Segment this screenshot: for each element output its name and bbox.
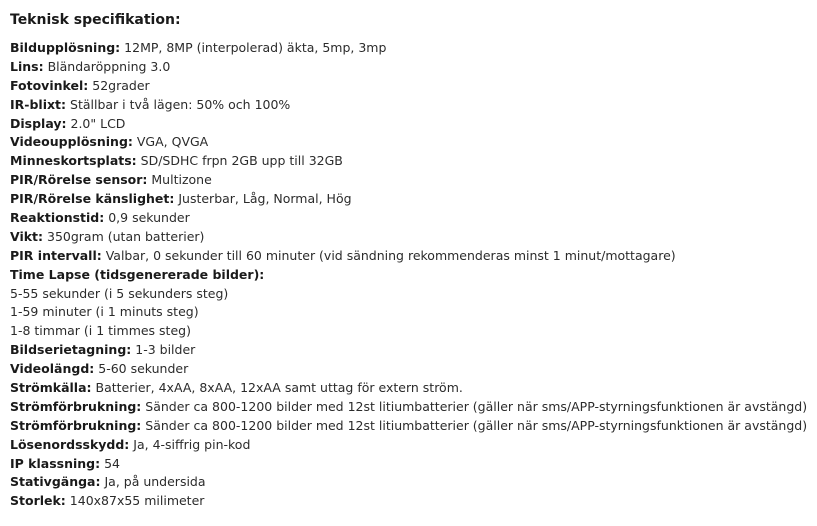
spec-row-reaktionstid xyxy=(10,209,807,228)
spec-label: Strömförbrukning: xyxy=(10,398,142,414)
spec-label: Storlek: xyxy=(10,493,66,509)
spec-row-time-lapse-hours xyxy=(10,322,807,341)
spec-label: PIR intervall: xyxy=(10,247,102,263)
spec-row-time-lapse xyxy=(10,266,807,285)
spec-label: Strömförbrukning: xyxy=(10,417,142,433)
spec-label: Minneskortsplats: xyxy=(10,153,137,169)
spec-value: 5-55 sekunder (i 5 sekunders steg) xyxy=(10,285,229,301)
spec-page xyxy=(10,0,810,509)
spec-label: Bildserietagning: xyxy=(10,342,132,358)
spec-label: Lins: xyxy=(10,58,44,74)
spec-label: Fotovinkel: xyxy=(10,77,89,93)
spec-row-pir-sensor xyxy=(10,171,807,190)
spec-value: 1-3 bilder xyxy=(131,342,196,358)
spec-label: Bildupplösning: xyxy=(10,40,121,55)
spec-label: Videolängd: xyxy=(10,361,95,377)
spec-value: Sänder ca 800-1200 bilder med 12st litiumbatterier (gäller när sms/APP-styrningsfunktionen är avstängd) xyxy=(141,398,808,414)
spec-row-minneskortsplats xyxy=(10,152,807,171)
spec-value: Ja, på undersida xyxy=(100,474,206,490)
spec-row-lins xyxy=(10,58,807,77)
spec-value: 54 xyxy=(100,455,120,471)
spec-label: Display: xyxy=(10,115,67,131)
spec-row-stromforbrukning-1 xyxy=(10,398,807,417)
spec-label: Strömkälla: xyxy=(10,380,92,396)
spec-value: Sänder ca 800-1200 bilder med 12st litiumbatterier (gäller när sms/APP-styrningsfunktionen är avstängd) xyxy=(141,417,808,433)
spec-row-videolangd xyxy=(10,360,807,379)
spec-row-pir-intervall xyxy=(10,247,807,266)
spec-row-ir-blixt xyxy=(10,96,807,115)
spec-row-bildupplosning xyxy=(10,39,807,58)
spec-label: Reaktionstid: xyxy=(10,210,105,226)
spec-value: Justerbar, Låg, Normal, Hög xyxy=(174,191,352,207)
spec-value: 2.0" LCD xyxy=(66,115,126,131)
spec-label: PIR/Rörelse sensor: xyxy=(10,172,148,188)
spec-row-time-lapse-seconds xyxy=(10,285,807,304)
spec-label: Stativgänga: xyxy=(10,474,101,490)
spec-row-bildserietagning xyxy=(10,341,807,360)
spec-row-stromkalla xyxy=(10,379,807,398)
page-title: Teknisk specifikation: xyxy=(10,12,181,28)
spec-row-vikt xyxy=(10,228,807,247)
spec-list xyxy=(10,39,807,511)
spec-value: SD/SDHC frpn 2GB upp till 32GB xyxy=(136,153,343,169)
spec-row-stromforbrukning-2 xyxy=(10,417,807,436)
spec-value: 0,9 sekunder xyxy=(104,210,190,226)
spec-row-stativganga xyxy=(10,473,807,492)
spec-value: Batterier, 4xAA, 8xAA, 12xAA samt uttag för extern ström. xyxy=(91,380,463,396)
spec-value: Ställbar i två lägen: 50% och 100% xyxy=(66,96,291,112)
spec-row-storlek xyxy=(10,492,807,511)
spec-value: 350gram (utan batterier) xyxy=(43,228,205,244)
spec-value: 5-60 sekunder xyxy=(94,361,189,377)
spec-value: VGA, QVGA xyxy=(132,134,209,150)
spec-value: 140x87x55 milimeter xyxy=(65,493,205,509)
spec-row-losenordsskydd xyxy=(10,436,807,455)
spec-value: 12MP, 8MP (interpolerad) äkta, 5mp, 3mp xyxy=(120,40,387,55)
spec-row-ip-klassning xyxy=(10,455,807,474)
spec-label: IP klassning: xyxy=(10,455,101,471)
spec-label: PIR/Rörelse känslighet: xyxy=(10,191,175,207)
spec-value: 1-8 timmar (i 1 timmes steg) xyxy=(10,323,191,339)
spec-value: 1-59 minuter (i 1 minuts steg) xyxy=(10,304,199,320)
spec-row-fotovinkel xyxy=(10,77,807,96)
spec-label: Time Lapse (tidsgenererade bilder): xyxy=(10,266,265,282)
spec-value: Multizone xyxy=(147,172,212,188)
spec-value: Bländaröppning 3.0 xyxy=(43,58,171,74)
spec-row-videoupplosning xyxy=(10,133,807,152)
spec-row-display xyxy=(10,115,807,134)
spec-label: Videoupplösning: xyxy=(10,134,133,150)
spec-label: Vikt: xyxy=(10,228,44,244)
spec-label: IR-blixt: xyxy=(10,96,67,112)
spec-row-time-lapse-minutes xyxy=(10,303,807,322)
spec-row-pir-kanslighet xyxy=(10,190,807,209)
spec-value: Valbar, 0 sekunder till 60 minuter (vid sändning rekommenderas minst 1 minut/mottagare) xyxy=(101,247,676,263)
spec-label: Lösenordsskydd: xyxy=(10,436,130,452)
spec-value: 52grader xyxy=(88,77,150,93)
spec-value: Ja, 4-siffrig pin-kod xyxy=(129,436,251,452)
